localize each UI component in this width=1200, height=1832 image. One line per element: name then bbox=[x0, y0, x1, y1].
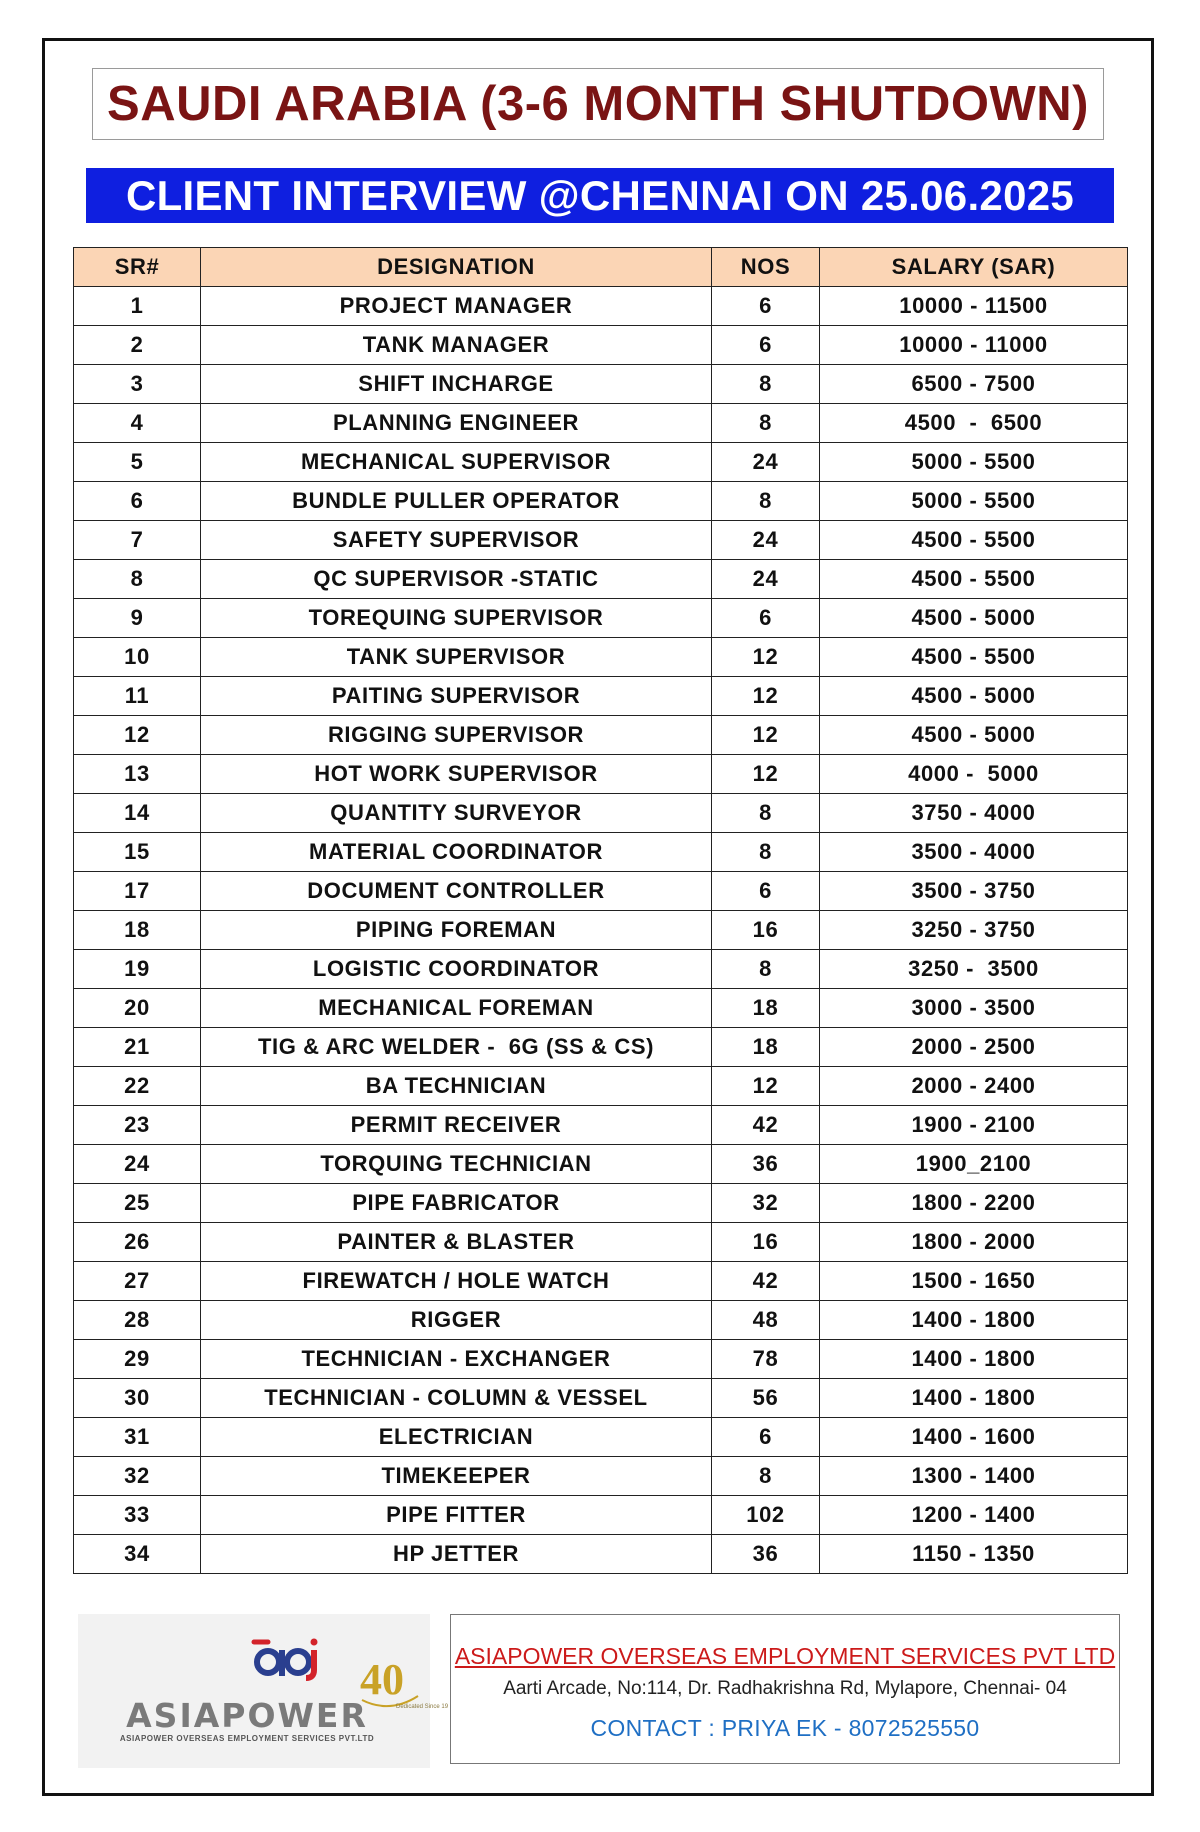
cell-salary: 3500 - 3750 bbox=[820, 872, 1128, 911]
cell-sr: 27 bbox=[74, 1262, 201, 1301]
cell-nos: 12 bbox=[712, 755, 820, 794]
table-row bbox=[74, 287, 1128, 326]
interview-banner: CLIENT INTERVIEW @CHENNAI ON 25.06.2025 bbox=[86, 168, 1114, 223]
cell-salary: 4500 - 5000 bbox=[820, 677, 1128, 716]
cell-salary: 3500 - 4000 bbox=[820, 833, 1128, 872]
table-row bbox=[74, 716, 1128, 755]
table-row bbox=[74, 560, 1128, 599]
cell-sr: 20 bbox=[74, 989, 201, 1028]
table-row bbox=[74, 872, 1128, 911]
cell-nos: 78 bbox=[712, 1340, 820, 1379]
cell-sr: 32 bbox=[74, 1457, 201, 1496]
cell-nos: 42 bbox=[712, 1262, 820, 1301]
cell-designation: TORQUING TECHNICIAN bbox=[201, 1145, 712, 1184]
company-name: ASIAPOWER OVERSEAS EMPLOYMENT SERVICES PVT LTD bbox=[454, 1643, 1116, 1669]
cell-salary: 5000 - 5500 bbox=[820, 443, 1128, 482]
table-row bbox=[74, 1340, 1128, 1379]
cell-nos: 8 bbox=[712, 950, 820, 989]
cell-nos: 6 bbox=[712, 872, 820, 911]
cell-salary: 1800 - 2200 bbox=[820, 1184, 1128, 1223]
cell-nos: 6 bbox=[712, 326, 820, 365]
table-row bbox=[74, 755, 1128, 794]
cell-sr: 25 bbox=[74, 1184, 201, 1223]
cell-designation: MATERIAL COORDINATOR bbox=[201, 833, 712, 872]
cell-nos: 12 bbox=[712, 677, 820, 716]
cell-designation: HOT WORK SUPERVISOR bbox=[201, 755, 712, 794]
cell-sr: 33 bbox=[74, 1496, 201, 1535]
cell-salary: 1400 - 1800 bbox=[820, 1379, 1128, 1418]
cell-sr: 28 bbox=[74, 1301, 201, 1340]
table-row bbox=[74, 599, 1128, 638]
cell-nos: 8 bbox=[712, 794, 820, 833]
table-row bbox=[74, 326, 1128, 365]
cell-sr: 29 bbox=[74, 1340, 201, 1379]
cell-nos: 56 bbox=[712, 1379, 820, 1418]
cell-nos: 8 bbox=[712, 404, 820, 443]
asiapower-logo-icon bbox=[248, 1636, 328, 1680]
cell-sr: 5 bbox=[74, 443, 201, 482]
cell-designation: PIPE FITTER bbox=[201, 1496, 712, 1535]
cell-salary: 4500 - 5500 bbox=[820, 638, 1128, 677]
cell-sr: 11 bbox=[74, 677, 201, 716]
cell-designation: RIGGER bbox=[201, 1301, 712, 1340]
cell-nos: 48 bbox=[712, 1301, 820, 1340]
cell-salary: 5000 - 5500 bbox=[820, 482, 1128, 521]
contact-phone-text: CONTACT : PRIYA EK - 8072525550 bbox=[590, 1715, 980, 1741]
table-row bbox=[74, 833, 1128, 872]
cell-nos: 6 bbox=[712, 1418, 820, 1457]
cell-nos: 24 bbox=[712, 560, 820, 599]
cell-nos: 8 bbox=[712, 833, 820, 872]
cell-nos: 24 bbox=[712, 521, 820, 560]
cell-nos: 6 bbox=[712, 599, 820, 638]
cell-salary: 1200 - 1400 bbox=[820, 1496, 1128, 1535]
cell-salary: 4500 - 6500 bbox=[820, 404, 1128, 443]
table-row bbox=[74, 1379, 1128, 1418]
cell-nos: 12 bbox=[712, 1067, 820, 1106]
cell-nos: 16 bbox=[712, 911, 820, 950]
cell-nos: 8 bbox=[712, 365, 820, 404]
page-title: SAUDI ARABIA (3-6 MONTH SHUTDOWN) bbox=[107, 77, 1089, 131]
cell-designation: MECHANICAL SUPERVISOR bbox=[201, 443, 712, 482]
cell-nos: 12 bbox=[712, 716, 820, 755]
cell-salary: 10000 - 11000 bbox=[820, 326, 1128, 365]
cell-salary: 2000 - 2500 bbox=[820, 1028, 1128, 1067]
table-row bbox=[74, 1535, 1128, 1574]
cell-designation: SAFETY SUPERVISOR bbox=[201, 521, 712, 560]
company-logo bbox=[78, 1614, 449, 1768]
cell-sr: 17 bbox=[74, 872, 201, 911]
table-row bbox=[74, 1418, 1128, 1457]
cell-designation: FIREWATCH / HOLE WATCH bbox=[201, 1262, 712, 1301]
table-row bbox=[74, 677, 1128, 716]
cell-salary: 1150 - 1350 bbox=[820, 1535, 1128, 1574]
logo-subline: ASIAPOWER OVERSEAS EMPLOYMENT SERVICES PVT.LTD bbox=[119, 1734, 375, 1743]
cell-sr: 19 bbox=[74, 950, 201, 989]
cell-sr: 31 bbox=[74, 1418, 201, 1457]
cell-designation: TECHNICIAN - EXCHANGER bbox=[201, 1340, 712, 1379]
cell-nos: 24 bbox=[712, 443, 820, 482]
cell-sr: 26 bbox=[74, 1223, 201, 1262]
cell-designation: TANK SUPERVISOR bbox=[201, 638, 712, 677]
cell-sr: 9 bbox=[74, 599, 201, 638]
cell-sr: 8 bbox=[74, 560, 201, 599]
table-row bbox=[74, 1301, 1128, 1340]
contact-box bbox=[450, 1614, 1120, 1764]
cell-sr: 15 bbox=[74, 833, 201, 872]
cell-nos: 18 bbox=[712, 989, 820, 1028]
cell-designation: PLANNING ENGINEER bbox=[201, 404, 712, 443]
table-row bbox=[74, 1223, 1128, 1262]
cell-sr: 18 bbox=[74, 911, 201, 950]
table-row bbox=[74, 1262, 1128, 1301]
title-box bbox=[92, 68, 1104, 140]
table-row bbox=[74, 911, 1128, 950]
table-row bbox=[74, 989, 1128, 1028]
cell-sr: 34 bbox=[74, 1535, 201, 1574]
cell-sr: 12 bbox=[74, 716, 201, 755]
cell-sr: 2 bbox=[74, 326, 201, 365]
cell-designation: PAITING SUPERVISOR bbox=[201, 677, 712, 716]
cell-salary: 4500 - 5000 bbox=[820, 599, 1128, 638]
cell-designation: TIG & ARC WELDER - 6G (SS & CS) bbox=[201, 1028, 712, 1067]
badge-number: 40 bbox=[360, 1655, 404, 1704]
cell-nos: 36 bbox=[712, 1535, 820, 1574]
cell-designation: SHIFT INCHARGE bbox=[201, 365, 712, 404]
cell-nos: 102 bbox=[712, 1496, 820, 1535]
cell-designation: TIMEKEEPER bbox=[201, 1457, 712, 1496]
cell-designation: HP JETTER bbox=[201, 1535, 712, 1574]
cell-salary: 1400 - 1600 bbox=[820, 1418, 1128, 1457]
cell-sr: 14 bbox=[74, 794, 201, 833]
cell-salary: 6500 - 7500 bbox=[820, 365, 1128, 404]
cell-sr: 1 bbox=[74, 287, 201, 326]
cell-salary: 1900_2100 bbox=[820, 1145, 1128, 1184]
cell-sr: 13 bbox=[74, 755, 201, 794]
cell-designation: TANK MANAGER bbox=[201, 326, 712, 365]
column-header-designation: DESIGNATION bbox=[201, 248, 712, 287]
cell-nos: 8 bbox=[712, 1457, 820, 1496]
cell-sr: 21 bbox=[74, 1028, 201, 1067]
cell-designation: PIPE FABRICATOR bbox=[201, 1184, 712, 1223]
cell-nos: 8 bbox=[712, 482, 820, 521]
cell-designation: DOCUMENT CONTROLLER bbox=[201, 872, 712, 911]
table-body bbox=[74, 287, 1128, 1574]
column-header-nos: NOS bbox=[712, 248, 820, 287]
table-row bbox=[74, 443, 1128, 482]
table-row bbox=[74, 1496, 1128, 1535]
cell-designation: QC SUPERVISOR -STATIC bbox=[201, 560, 712, 599]
cell-sr: 23 bbox=[74, 1106, 201, 1145]
table-row bbox=[74, 950, 1128, 989]
column-header-sr: SR# bbox=[74, 248, 201, 287]
table-row bbox=[74, 1145, 1128, 1184]
cell-salary: 1400 - 1800 bbox=[820, 1301, 1128, 1340]
cell-designation: PERMIT RECEIVER bbox=[201, 1106, 712, 1145]
cell-designation: PIPING FOREMAN bbox=[201, 911, 712, 950]
table-header-row bbox=[74, 248, 1128, 287]
table-row bbox=[74, 521, 1128, 560]
cell-sr: 22 bbox=[74, 1067, 201, 1106]
cell-sr: 6 bbox=[74, 482, 201, 521]
cell-salary: 1900 - 2100 bbox=[820, 1106, 1128, 1145]
cell-designation: TOREQUING SUPERVISOR bbox=[201, 599, 712, 638]
cell-designation: BA TECHNICIAN bbox=[201, 1067, 712, 1106]
cell-nos: 42 bbox=[712, 1106, 820, 1145]
table-row bbox=[74, 1028, 1128, 1067]
cell-designation: QUANTITY SURVEYOR bbox=[201, 794, 712, 833]
table-row bbox=[74, 482, 1128, 521]
table-row bbox=[74, 1067, 1128, 1106]
cell-salary: 1400 - 1800 bbox=[820, 1340, 1128, 1379]
cell-salary: 1800 - 2000 bbox=[820, 1223, 1128, 1262]
cell-salary: 4500 - 5000 bbox=[820, 716, 1128, 755]
cell-designation: PROJECT MANAGER bbox=[201, 287, 712, 326]
cell-designation: TECHNICIAN - COLUMN & VESSEL bbox=[201, 1379, 712, 1418]
table-row bbox=[74, 404, 1128, 443]
table-row bbox=[74, 1106, 1128, 1145]
cell-salary: 2000 - 2400 bbox=[820, 1067, 1128, 1106]
cell-salary: 1500 - 1650 bbox=[820, 1262, 1128, 1301]
cell-salary: 3000 - 3500 bbox=[820, 989, 1128, 1028]
cell-designation: PAINTER & BLASTER bbox=[201, 1223, 712, 1262]
cell-sr: 24 bbox=[74, 1145, 201, 1184]
cell-nos: 32 bbox=[712, 1184, 820, 1223]
cell-designation: MECHANICAL FOREMAN bbox=[201, 989, 712, 1028]
company-address: Aarti Arcade, No:114, Dr. Radhakrishna Rd, Mylapore, Chennai- 04 bbox=[503, 1678, 1067, 1699]
cell-salary: 1300 - 1400 bbox=[820, 1457, 1128, 1496]
cell-salary: 4000 - 5000 bbox=[820, 755, 1128, 794]
anniversary-badge-icon bbox=[356, 1650, 449, 1716]
column-header-salary: SALARY (SAR) bbox=[820, 248, 1128, 287]
cell-salary: 10000 - 11500 bbox=[820, 287, 1128, 326]
table-row bbox=[74, 638, 1128, 677]
cell-salary: 3250 - 3500 bbox=[820, 950, 1128, 989]
cell-nos: 6 bbox=[712, 287, 820, 326]
cell-sr: 30 bbox=[74, 1379, 201, 1418]
cell-sr: 7 bbox=[74, 521, 201, 560]
cell-salary: 4500 - 5500 bbox=[820, 560, 1128, 599]
cell-sr: 10 bbox=[74, 638, 201, 677]
cell-salary: 3750 - 4000 bbox=[820, 794, 1128, 833]
cell-sr: 3 bbox=[74, 365, 201, 404]
cell-salary: 4500 - 5500 bbox=[820, 521, 1128, 560]
table-row bbox=[74, 365, 1128, 404]
contact-phone[interactable] bbox=[451, 1715, 1119, 1742]
cell-sr: 4 bbox=[74, 404, 201, 443]
cell-designation: LOGISTIC COORDINATOR bbox=[201, 950, 712, 989]
table-row bbox=[74, 1184, 1128, 1223]
logo-wordmark: ASIAPOWER bbox=[126, 1696, 368, 1735]
table-row bbox=[74, 794, 1128, 833]
cell-nos: 36 bbox=[712, 1145, 820, 1184]
cell-nos: 18 bbox=[712, 1028, 820, 1067]
cell-salary: 3250 - 3750 bbox=[820, 911, 1128, 950]
cell-nos: 16 bbox=[712, 1223, 820, 1262]
cell-nos: 12 bbox=[712, 638, 820, 677]
vacancy-table bbox=[73, 247, 1128, 1574]
table-row bbox=[74, 1457, 1128, 1496]
cell-designation: BUNDLE PULLER OPERATOR bbox=[201, 482, 712, 521]
cell-designation: ELECTRICIAN bbox=[201, 1418, 712, 1457]
cell-designation: RIGGING SUPERVISOR bbox=[201, 716, 712, 755]
badge-caption: Dedicated Since 19 bbox=[396, 1704, 449, 1710]
